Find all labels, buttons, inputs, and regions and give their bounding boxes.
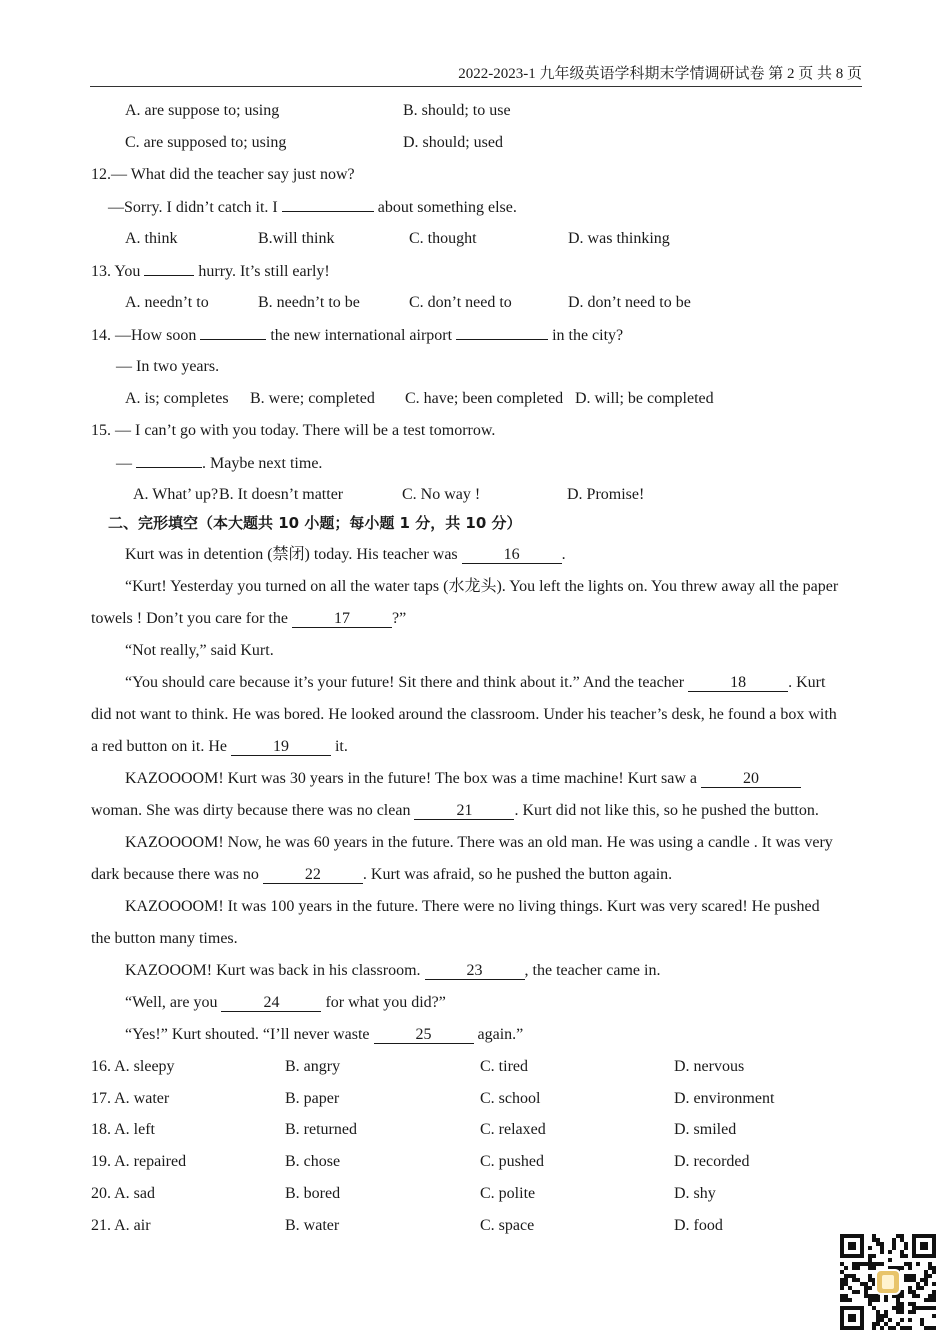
blank-16: 16 xyxy=(462,546,562,564)
q12-blank xyxy=(282,197,374,212)
passage-line: towels ! Don’t you care for the 17 ?” xyxy=(91,610,407,627)
blank-24: 24 xyxy=(221,994,321,1012)
q13-option-d: D. don’t need to be xyxy=(568,294,691,311)
passage-line: “Not really,” said Kurt. xyxy=(125,642,274,659)
passage-line: KAZOOOOM! Kurt was 30 years in the future! The box was a time machine! Kurt saw a 20 xyxy=(125,769,801,789)
q13-option-a: A. needn’t to xyxy=(125,294,209,311)
passage-line: the button many times. xyxy=(91,930,238,947)
qr-code-icon xyxy=(838,1232,938,1332)
q13-option-b: B. needn’t to be xyxy=(258,294,360,311)
blank-20: 20 xyxy=(701,770,801,788)
q12-option-b: B.will think xyxy=(258,230,335,247)
q11-option-d: D. should; used xyxy=(403,134,503,151)
q12-option-d: D. was thinking xyxy=(568,230,670,247)
q13-stem: 13. You hurry. It’s still early! xyxy=(91,263,330,280)
passage-line: a red button on it. He 19 it. xyxy=(91,738,348,755)
q11-option-b: B. should; to use xyxy=(403,102,511,119)
option-18-c: C. relaxed xyxy=(480,1121,546,1138)
q14-blank-2 xyxy=(456,325,548,340)
blank-23: 23 xyxy=(425,962,525,980)
page-header: 2022-2023-1 九年级英语学科期末学情调研试卷 第 2 页 共 8 页 xyxy=(458,66,862,82)
passage-line: dark because there was no 22 . Kurt was afraid, so he pushed the button again. xyxy=(91,866,673,883)
blank-22: 22 xyxy=(263,866,363,884)
option-16-c: C. tired xyxy=(480,1058,528,1075)
q15-option-b: B. It doesn’t matter xyxy=(219,486,344,503)
q13-blank xyxy=(144,261,194,276)
passage-line: “You should care because it’s your future! Sit there and think about it.” And the teacher 18 . Kurt xyxy=(125,674,826,691)
option-16-a: 16. A. sleepy xyxy=(91,1058,175,1075)
q15-blank xyxy=(136,453,202,468)
q14-option-d: D. will; be completed xyxy=(575,390,714,407)
option-18-b: B. returned xyxy=(285,1121,357,1138)
option-19-d: D. recorded xyxy=(674,1153,750,1170)
passage-line: KAZOOOOM! Now, he was 60 years in the future. There was an old man. He was using a candle . It was very xyxy=(125,834,833,851)
blank-18: 18 xyxy=(688,674,788,692)
passage-line: “Kurt! Yesterday you turned on all the water taps (水龙头). You left the lights on. You threw away all the paper xyxy=(125,578,839,595)
q14-blank-1 xyxy=(200,325,266,340)
q11-option-c: C. are supposed to; using xyxy=(125,134,287,151)
passage-line: KAZOOOM! Kurt was back in his classroom. 23 , the teacher came in. xyxy=(125,962,661,979)
q15-option-a: A. What’ up? xyxy=(133,486,219,503)
q12-option-a: A. think xyxy=(125,230,178,247)
option-19-a: 19. A. repaired xyxy=(91,1153,187,1170)
option-17-b: B. paper xyxy=(285,1090,340,1107)
option-21-c: C. space xyxy=(480,1217,535,1234)
option-16-d: D. nervous xyxy=(674,1058,745,1075)
option-18-a: 18. A. left xyxy=(91,1121,155,1138)
q13-option-c: C. don’t need to xyxy=(409,294,512,311)
passage-line: Kurt was in detention (禁闭) today. His teacher was 16 . xyxy=(125,546,566,563)
q15-option-c: C. No way ! xyxy=(402,486,481,503)
option-16-b: B. angry xyxy=(285,1058,341,1075)
option-21-b: B. water xyxy=(285,1217,340,1234)
q12-stem: 12.— What did the teacher say just now? xyxy=(91,166,355,183)
option-17-c: C. school xyxy=(480,1090,541,1107)
passage-line: “Yes!” Kurt shouted. “I’ll never waste 25 again.” xyxy=(125,1026,524,1043)
passage-line: did not want to think. He was bored. He looked around the classroom. Under his teacher’s desk, he found a box with xyxy=(91,706,837,723)
q14-stem: 14. —How soon the new international airport in the city? xyxy=(91,327,624,344)
option-21-d: D. food xyxy=(674,1217,723,1234)
q14-option-c: C. have; been completed xyxy=(405,390,564,407)
blank-21: 21 xyxy=(414,802,514,820)
q15-stem: 15. — I can’t go with you today. There will be a test tomorrow. xyxy=(91,422,496,439)
passage-line: KAZOOOOM! It was 100 years in the future. There were no living things. Kurt was very scared! He pushed xyxy=(125,898,820,915)
header-divider xyxy=(90,86,862,87)
passage-line: woman. She was dirty because there was no clean 21 . Kurt did not like this, so he pushed the button. xyxy=(91,802,819,819)
option-17-a: 17. A. water xyxy=(91,1090,170,1107)
q14-option-a: A. is; completes xyxy=(125,390,229,407)
q14-option-b: B. were; completed xyxy=(250,390,375,407)
option-17-d: D. environment xyxy=(674,1090,775,1107)
option-20-c: C. polite xyxy=(480,1185,536,1202)
option-21-a: 21. A. air xyxy=(91,1217,151,1234)
option-20-d: D. shy xyxy=(674,1185,716,1202)
option-20-a: 20. A. sad xyxy=(91,1185,155,1202)
q12-option-c: C. thought xyxy=(409,230,477,247)
option-19-b: B. chose xyxy=(285,1153,341,1170)
option-18-d: D. smiled xyxy=(674,1121,737,1138)
blank-17: 17 xyxy=(292,610,392,628)
passage-line: “Well, are you 24 for what you did?” xyxy=(125,994,446,1011)
option-19-c: C. pushed xyxy=(480,1153,544,1170)
q11-option-a: A. are suppose to; using xyxy=(125,102,280,119)
q15-option-d: D. Promise! xyxy=(567,486,645,503)
section-heading-cloze: 二、完形填空（本大题共 10 小题；每小题 1 分，共 10 分） xyxy=(108,514,522,532)
option-20-b: B. bored xyxy=(285,1185,341,1202)
q12-line2: —Sorry. I didn’t catch it. I about something else. xyxy=(108,199,517,216)
blank-25: 25 xyxy=(374,1026,474,1044)
q14-reply: — In two years. xyxy=(116,358,220,375)
blank-19: 19 xyxy=(231,738,331,756)
q15-reply: — . Maybe next time. xyxy=(116,455,323,472)
